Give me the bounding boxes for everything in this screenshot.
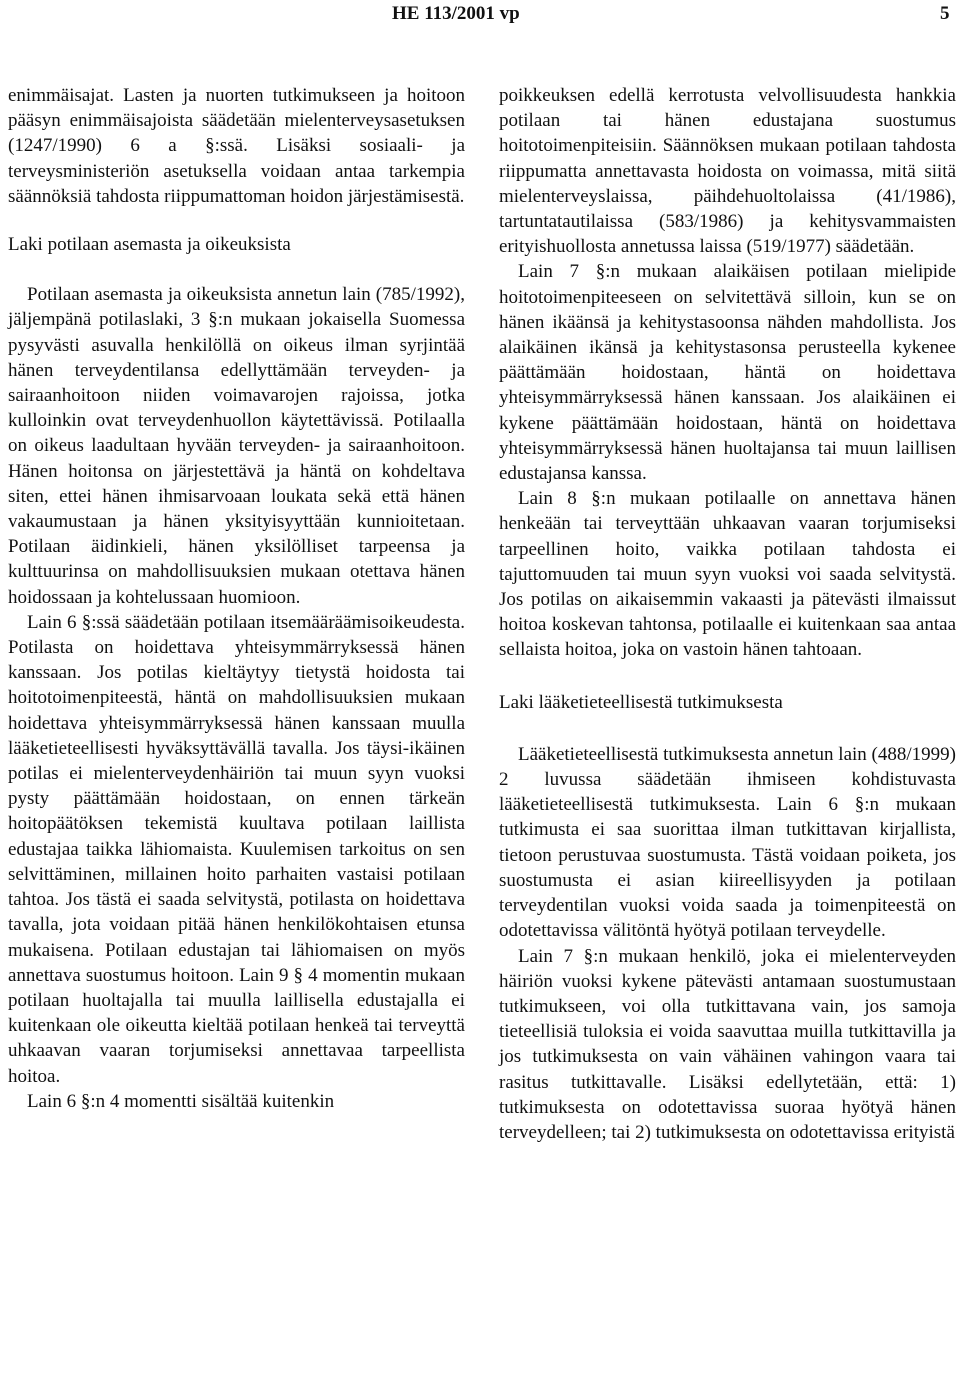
page-number: 5 xyxy=(940,3,950,24)
paragraph: Lääketieteellisestä tutkimuksesta annetun lain (488/1999) 2 luvussa säädetään ihmiseen kohdistuvasta lääketieteellisestä tutkimuksesta. Lain 6 §:n mukaan tutkimusta ei saa suorittaa ilman tutkittavan kirjallista, tietoon perustuvaa suostumusta. Tästä voidaan poiketa, jos suostumusta ei asian kiireellisyyden ja potilaan terveydentilan vuoksi voida saada ja toimenpiteestä on odotettavissa välitöntä hyötyä potilaan terveydelle. xyxy=(499,743,956,942)
section-heading: Laki lääketieteellisestä tutkimuksesta xyxy=(499,691,783,713)
paragraph: Lain 6 §:ssä säädetään potilaan itsemääräämisoikeudesta. Potilasta on hoidettava yhteisymmärryksessä hänen kanssaan. Jos potilas kieltäytyy tietystä hoidosta tai hoitotoimenpiteestä, häntä on mahdollisuuksien mukaan hoidettava yhteisymmärryksessä hänen kanssaan muulla lääketieteellisesti hyväksyttävällä tavalla. Jos täysi-ikäinen potilas ei mielenterveydenhäiriön tai muun syyn vuoksi pysty päättämään hoidostaan, on ennen tärkeän hoitopäätöksen tekemistä kuultava potilaan laillista edustajaa taikka lähiomaista. Kuulemisen tarkoitus on sen selvittäminen, millainen hoito parhaiten vastaisi potilaan tahtoa. Jos tästä ei saada selvitystä, potilasta on hoidettava tavalla, jota voidaan pitää hänen henkilökohtaisen etunsa mukaisena. Potilaan edustajan tai lähiomaisen on myös annettava suostumus hoitoon. Lain 9 § 4 momentin mukaan potilaan huoltajalla tai muulla laillisella edustajalla ei kuitenkaan ole oikeutta kieltää potilaan henkeä tai terveyttä uhkaavan vaaran torjumiseksi annettavaa tarpeellista hoitoa. xyxy=(8,611,465,1087)
right-column xyxy=(499,83,956,1145)
paragraph: poikkeuksen edellä kerrotusta velvollisuudesta hankkia potilaan tai hänen edustajana suostumus hoitotoimenpiteisiin. Säännöksen mukaan potilaan tahdosta riippumatta annettavasta hoidosta on voimassa, mitä siitä mielenterveyslaissa, päihdehuoltolaissa (41/1986), tartuntatautilaissa (583/1986) ja kehitysvammaisten erityishuollosta annetussa laissa (519/1977) säädetään. xyxy=(499,85,956,258)
paragraph: Lain 6 §:n 4 momentti sisältää kuitenkin xyxy=(27,1090,335,1112)
left-column xyxy=(8,83,465,1114)
paragraph: enimmäisajat. Lasten ja nuorten tutkimukseen ja hoitoon pääsyn enimmäisajoista säädetään mielenterveysasetuksen (1247/1990) 6 a §:ssä. Lisäksi sosiaali- ja terveysministeriön asetuksella voidaan antaa tarkempia säännöksiä tahdosta riippumattoman hoidon järjestämisestä. xyxy=(8,85,465,207)
paragraph: Lain 7 §:n mukaan alaikäisen potilaan mielipide hoitotoimenpiteeseen on selvitettävä silloin, kun se on hänen ikäänsä ja kehitystasoonsa nähden mahdollista. Jos alaikäinen ikänsä ja kehitystasonsa perusteella kykenee päättämään hoidostaan, häntä on hoidettava yhteisymmärryksessä hänen kanssaan. Jos alaikäinen ei kykene päättämään hoidostaan, häntä on hoidettava yhteisymmärryksessä hänen huoltajansa tai muun laillisen edustajansa kanssa. xyxy=(499,261,956,485)
paragraph: Lain 8 §:n mukaan potilaalle on annettava hänen henkeään tai terveyttään uhkaavan vaaran torjumiseksi tarpeellinen hoito, vaikka potilaan tahdosta ei tajuttomuuden tai muun syyn vuoksi voi saada selvitystä. Jos potilas on aikaisemmin vakaasti ja pätevästi ilmaissut hoitoa koskevan tahtonsa, potilaalle ei kuitenkaan saa antaa sellaista hoitoa, joka on vastoin hänen tahtoaan. xyxy=(499,488,956,661)
page-header xyxy=(0,0,960,36)
section-heading: Laki potilaan asemasta ja oikeuksista xyxy=(8,234,291,256)
document-id: HE 113/2001 vp xyxy=(392,3,520,24)
paragraph: Potilaan asemasta ja oikeuksista annetun lain (785/1992), jäljempänä potilaslaki, 3 §:n mukaan jokaisella Suomessa pysyvästi asuvalla henkilöllä on oikeus ilman syrjintää hänen terveydentilansa edellyttämään terveyden- ja sairaanhoitoon niiden voimavarojen rajoissa, jotka kulloinkin ovat terveydenhuollon käytettävissä. Potilaalla on oikeus laadultaan hyvään terveyden- ja sairaanhoitoon. Hänen hoitonsa on järjestettävä ja häntä on kohdeltava siten, ettei hänen ihmisarvoaan loukata sekä että hänen vakaumustaan ja hänen yksityisyyttään kunnioitetaan. Potilaan äidinkieli, hänen yksilölliset tarpeensa ja kulttuurinsa on mahdollisuuksien mukaan otettava hänen hoidossaan ja kohtelussaan huomioon. xyxy=(8,284,465,608)
paragraph: Lain 7 §:n mukaan henkilö, joka ei mielenterveyden häiriön vuoksi kykene pätevästi antamaan suostumustaan tutkimukseen, voi olla tutkittavana vain, jos samoja tieteellisiä tuloksia ei voida saavuttaa muilla tutkittavilla ja jos tutkimuksesta on vain vähäinen vahingon vaara tai rasitus tutkittavalle. Lisäksi edellytetään, että: 1) tutkimuksesta on odotettavissa suoraa hyötyä hänen terveydelleen; tai 2) tutkimuksesta on odotettavissa erityistä xyxy=(499,945,956,1143)
